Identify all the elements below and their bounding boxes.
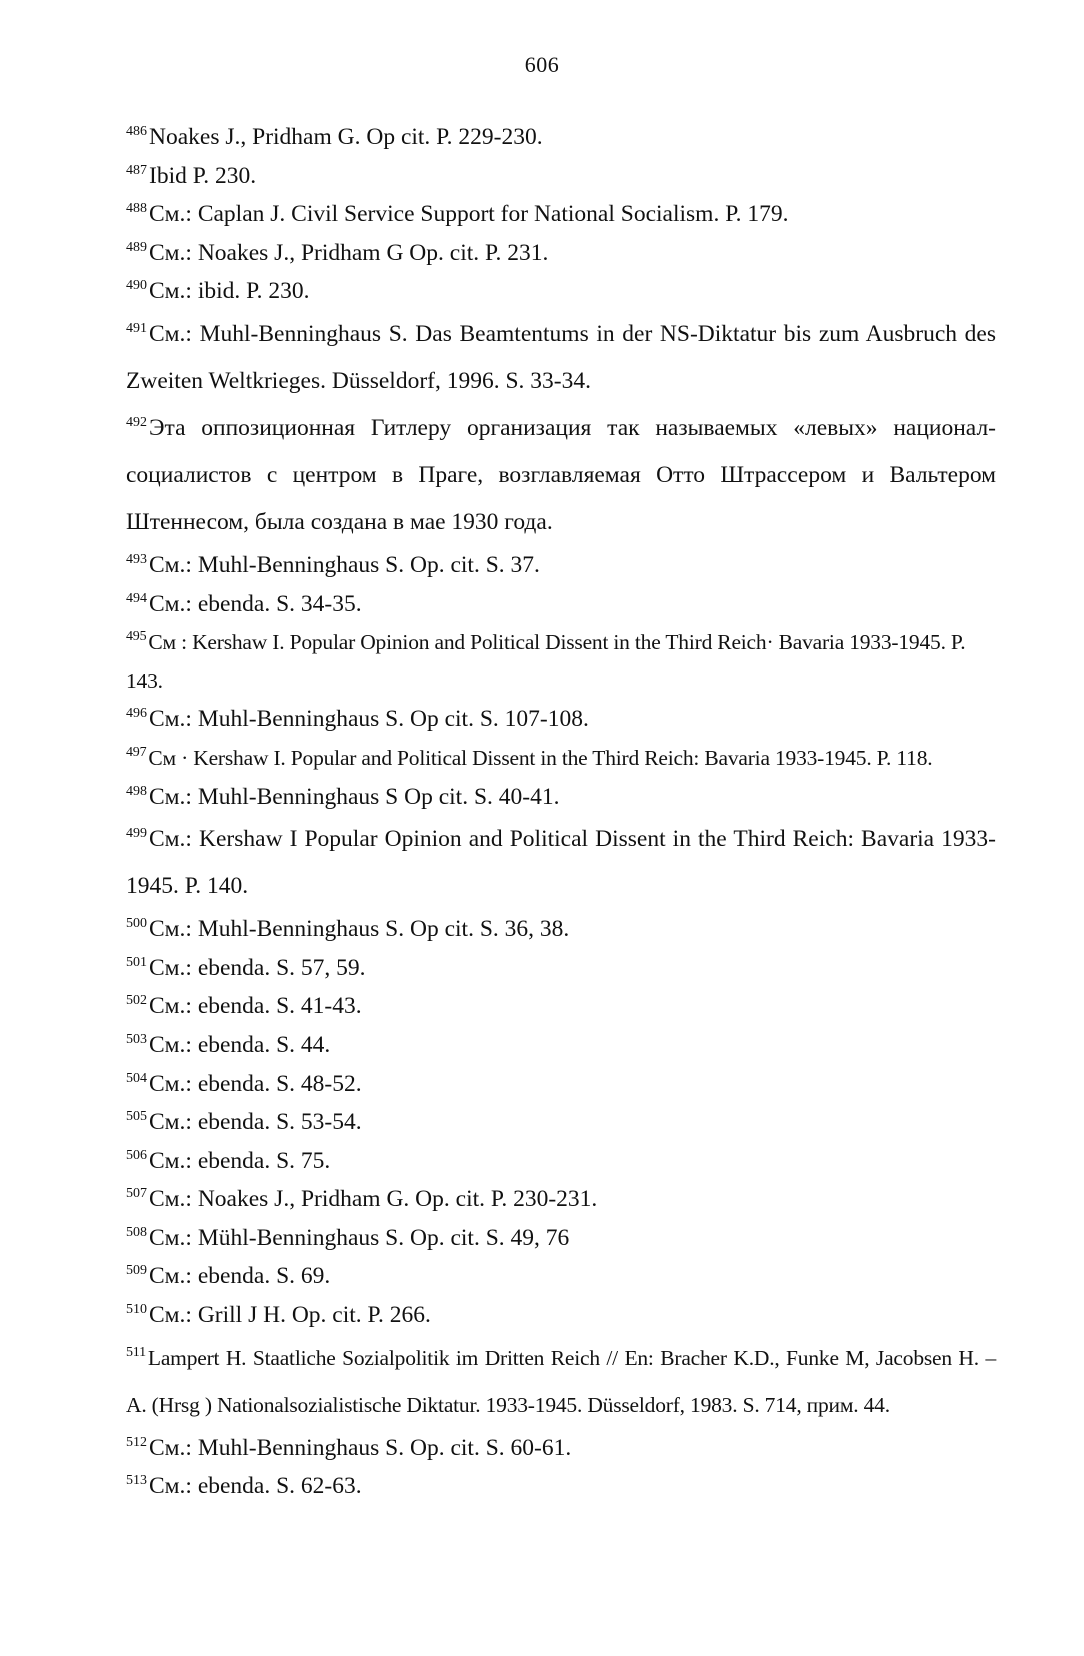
footnote-number: 503 <box>126 1031 147 1047</box>
footnote-text: См.: Kershaw I Popular Opinion and Political Dissent in the Third Reich: Bavaria 1933-1945. P. 140. <box>126 826 996 900</box>
footnote-text: См · Kershaw I. Popular and Political Dissent in the Third Reich: Bavaria 1933-1945. P. 118. <box>148 745 933 770</box>
footnote-486 <box>126 118 996 157</box>
footnote-text: См.: Muhl-Benninghaus S. Op. cit. S. 37. <box>149 551 540 578</box>
footnote-number: 509 <box>126 1263 147 1279</box>
footnotes-list <box>126 118 996 1506</box>
footnote-text: См.: Muhl-Benninghaus S. Op. cit. S. 60-61. <box>149 1434 572 1461</box>
footnote-number: 511 <box>126 1344 146 1360</box>
footnote-number: 502 <box>126 993 147 1009</box>
footnote-503 <box>126 1026 996 1065</box>
footnote-number: 497 <box>126 744 147 760</box>
footnote-490 <box>126 272 996 311</box>
footnote-number: 498 <box>126 783 147 799</box>
footnote-505 <box>126 1103 996 1142</box>
footnote-488 <box>126 195 996 234</box>
footnote-495 <box>126 623 996 700</box>
footnote-text: См.: Muhl-Benninghaus S. Op cit. S. 107-108. <box>149 706 589 733</box>
footnote-text: См.: ebenda. S. 44. <box>149 1031 331 1058</box>
footnote-504 <box>126 1065 996 1104</box>
footnote-text: Эта оппозиционная Гитлеру организация так называемых «левых» национал-социалистов с центром в Праге, возглавляемая Отто Штрассером и Вальтером Штеннесом, была создана в мае 1930 года. <box>126 414 996 535</box>
footnote-number: 500 <box>126 916 147 932</box>
footnote-number: 506 <box>126 1147 147 1163</box>
footnote-number: 493 <box>126 551 147 567</box>
footnote-number: 494 <box>126 590 147 606</box>
footnote-number: 512 <box>126 1434 147 1450</box>
footnote-text: См.: Caplan J. Civil Service Support for National Socialism. P. 179. <box>149 201 789 228</box>
footnote-number: 490 <box>126 278 147 294</box>
footnote-number: 492 <box>126 414 147 430</box>
footnote-text: См.: Muhl-Benninghaus S. Das Beamtentums in der NS-Diktatur bis zum Ausbruch des Zweiten Weltkrieges. Düsseldorf, 1996. S. 33-34. <box>126 320 996 394</box>
footnote-text: См.: ebenda. S. 41-43. <box>149 993 362 1020</box>
footnote-number: 504 <box>126 1070 147 1086</box>
footnote-text: См : Kershaw I. Popular Opinion and Political Dissent in the Third Reich· Bavaria 1933-1945. P. 143. <box>126 630 966 693</box>
footnote-number: 499 <box>126 826 147 842</box>
footnote-492 <box>126 405 996 546</box>
footnote-text: Lampert H. Staatliche Sozialpolitik im Dritten Reich // En: Bracher K.D., Funke M, Jacobsen H. – A. (Hrsg ) Nationalsozialistische Diktatur. 1933-1945. Düsseldorf, 1983. S. 714, прим. 44. <box>126 1345 996 1417</box>
footnote-513 <box>126 1467 996 1506</box>
footnote-499 <box>126 816 996 910</box>
footnote-text: См.: Noakes J., Pridham G. Op. cit. P. 230-231. <box>149 1186 598 1213</box>
page-number: 606 <box>524 52 560 77</box>
footnote-number: 486 <box>126 124 147 139</box>
footnote-text: См.: ebenda. S. 34-35. <box>149 590 362 617</box>
footnote-number: 510 <box>126 1302 147 1318</box>
footnote-507 <box>126 1180 996 1219</box>
footnote-text: См.: Muhl-Benninghaus S. Op cit. S. 36, 38. <box>149 916 570 943</box>
footnote-text: См.: Grill J H. Op. cit. P. 266. <box>149 1302 431 1329</box>
footnote-number: 489 <box>126 239 147 255</box>
footnote-text: См.: Muhl-Benninghaus S Op cit. S. 40-41. <box>149 783 560 810</box>
footnote-508 <box>126 1219 996 1258</box>
footnote-493 <box>126 546 996 585</box>
footnote-text: См.: ebenda. S. 69. <box>149 1263 331 1290</box>
footnote-512 <box>126 1429 996 1468</box>
footnote-494 <box>126 585 996 624</box>
footnote-number: 487 <box>126 162 147 178</box>
footnote-489 <box>126 234 996 273</box>
footnote-text: См.: ebenda. S. 75. <box>149 1147 331 1174</box>
footnote-487 <box>126 157 996 196</box>
footnote-number: 496 <box>126 706 147 722</box>
footnote-number: 507 <box>126 1186 147 1202</box>
footnote-498 <box>126 778 996 817</box>
footnote-number: 495 <box>126 629 147 645</box>
footnote-text: См.: ibid. P. 230. <box>149 278 310 305</box>
footnote-text: См.: Noakes J., Pridham G Op. cit. P. 231. <box>149 239 549 266</box>
footnote-text: См.: ebenda. S. 53-54. <box>149 1109 362 1136</box>
footnote-text: Noakes J., Pridham G. Op cit. P. 229-230. <box>149 124 543 150</box>
footnote-number: 488 <box>126 201 147 217</box>
footnote-text: См.: Mühl-Benninghaus S. Op. cit. S. 49, 76 <box>149 1224 570 1251</box>
footnote-501 <box>126 949 996 988</box>
footnote-497 <box>126 739 996 778</box>
footnote-496 <box>126 700 996 739</box>
footnote-number: 501 <box>126 954 147 970</box>
footnote-511 <box>126 1335 996 1429</box>
footnote-510 <box>126 1296 996 1335</box>
footnote-number: 508 <box>126 1224 147 1240</box>
footnote-number: 505 <box>126 1109 147 1125</box>
footnote-text: Ibid P. 230. <box>149 162 257 189</box>
footnote-500 <box>126 910 996 949</box>
footnote-text: См.: ebenda. S. 62-63. <box>149 1473 362 1500</box>
footnote-text: См.: ebenda. S. 57, 59. <box>149 954 366 981</box>
footnote-text: См.: ebenda. S. 48-52. <box>149 1070 362 1097</box>
footnote-502 <box>126 987 996 1026</box>
footnote-509 <box>126 1257 996 1296</box>
footnote-491 <box>126 311 996 405</box>
footnote-number: 513 <box>126 1473 147 1489</box>
footnote-506 <box>126 1142 996 1181</box>
footnote-number: 491 <box>126 320 147 336</box>
